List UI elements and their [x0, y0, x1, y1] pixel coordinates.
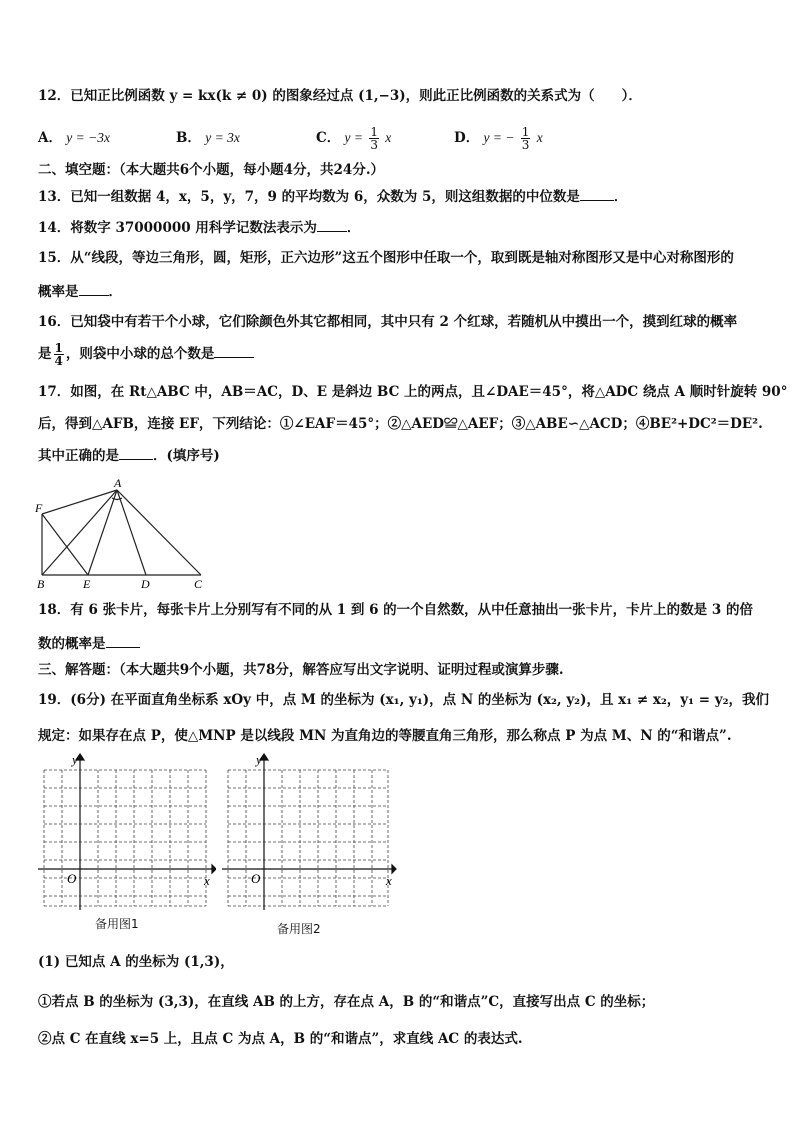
option-d-expr-pre: y = −: [483, 130, 515, 145]
q19-grid-figure-2: [220, 752, 400, 912]
fig2-caption: 备用图2: [277, 922, 321, 936]
q17-line2: 后，得到△AFB，连接 EF，下列结论：①∠EAF＝45°；②△AED≌△AEF；③△ABE∽△ACD；④BE²+DC²＝DE².: [38, 416, 763, 432]
q15-tail: ．: [108, 284, 122, 300]
q12-option-d[interactable]: [454, 126, 543, 151]
q16-answer-blank[interactable]: [214, 343, 254, 358]
q17-line1: 17．如图，在 Rt△ABC 中，AB＝AC，D、E 是斜边 BC 上的两点，且∠DAE＝45°，将△ADC 绕点 A 顺时针旋转 90°: [38, 384, 788, 400]
label-f: F: [35, 501, 43, 515]
label-d: D: [141, 577, 150, 591]
q19-sub1: ①若点 B 的坐标为 (3,3)，在直线 AB 的上方，存在点 A，B 的“和谐点”C，直接写出点 C 的坐标；: [38, 994, 655, 1010]
label-a: A: [114, 476, 122, 490]
y-axis-label: y: [72, 752, 78, 767]
option-c-expr-pre: y =: [344, 130, 364, 145]
q19-line1: 19．(6分) 在平面直角坐标系 xOy 中，点 M 的坐标为 (x₁, y₁)，点 N 的坐标为 (x₂, y₂)，且 x₁ ≠ x₂，y₁ = y₂，我们: [38, 692, 770, 708]
option-c-fraction: [369, 126, 379, 151]
x-axis-arrow-icon: [212, 865, 216, 873]
angle-dae-arc: [112, 498, 122, 500]
q16-text-post: ，则袋中小球的总个数是: [65, 346, 215, 362]
q15-line2: [38, 281, 758, 302]
segment-ae: [88, 490, 117, 575]
option-d-fraction: [521, 126, 531, 151]
q19-sub2: ②点 C 在直线 x=5 上，且点 C 为点 A，B 的“和谐点”，求直线 AC 的表达式.: [38, 1031, 523, 1047]
section-2-heading: 二、填空题：（本大题共6个小题，每小题4分，共24分.）: [38, 162, 385, 178]
q16-line1: 16．已知袋中有若干个小球，它们除颜色外其它都相同，其中只有 2 个红球，若随机从中摸出一个，摸到红球的概率: [38, 314, 738, 330]
q12-option-a[interactable]: [38, 128, 110, 148]
option-c-expr-post: x: [385, 130, 392, 145]
section-3-heading: 三、解答题：（本大题共9个小题，共78分，解答应写出文字说明、证明过程或演算步骤.: [38, 662, 564, 678]
q14-text: 14．将数字 37000000 用科学记数法表示为: [38, 220, 317, 236]
fig1-caption: 备用图1: [95, 917, 139, 931]
x-axis-arrow-icon: [392, 865, 396, 873]
q18-line2: [38, 633, 758, 654]
q17-answer-blank[interactable]: [119, 445, 153, 460]
segment-ab: [42, 490, 117, 575]
fraction-denominator: 3: [521, 138, 530, 152]
fraction-numerator: 1: [370, 125, 378, 139]
label-e: E: [83, 577, 91, 591]
q16-line2: [38, 342, 758, 367]
segment-fe: [42, 514, 88, 575]
q15-line1: 15．从“线段，等边三角形，圆，矩形，正六边形”这五个图形中任取一个，取到既是轴对称图形又是中心对称图形的: [38, 250, 734, 266]
option-b-label: B．: [176, 130, 201, 146]
x-axis-label: x: [204, 873, 210, 888]
fraction-numerator: 1: [54, 341, 63, 355]
q16-text-pre: 是: [38, 346, 52, 362]
option-d-expr-post: x: [536, 130, 543, 145]
segment-ac: [117, 490, 201, 575]
q17-line3: [38, 445, 758, 466]
q15-answer-blank[interactable]: [79, 281, 109, 296]
option-a-expr: y = −3x: [66, 130, 110, 145]
q15-text: 概率是: [38, 284, 79, 300]
q12-stem: 12．已知正比例函数 y = kx(k ≠ 0) 的图象经过点 (1,−3)，则此正比例函数的关系式为（ ）．: [38, 88, 642, 104]
q14: [38, 217, 758, 238]
q12-option-c[interactable]: [316, 126, 391, 151]
q18-text: 数的概率是: [38, 636, 106, 652]
q12-option-b[interactable]: [176, 128, 240, 148]
option-a-label: A．: [38, 130, 62, 146]
q16-fraction: [54, 342, 64, 367]
option-d-label: D．: [454, 130, 480, 146]
q19-grid-figure-1: [36, 752, 216, 912]
q17-tail: ．(填序号): [153, 448, 220, 464]
option-b-expr: y = 3x: [205, 130, 240, 145]
fraction-denominator: 3: [370, 138, 378, 152]
fraction-denominator: 4: [54, 354, 63, 368]
q18-answer-blank[interactable]: [106, 633, 140, 648]
segment-ad: [117, 490, 146, 575]
q19-line2: 规定：如果存在点 P，使△MNP 是以线段 MN 为直角边的等腰直角三角形，那么称点 P 为点 M、N 的“和谐点”.: [38, 728, 732, 744]
y-axis-label: y: [256, 752, 262, 767]
q17-text: 其中正确的是: [38, 448, 119, 464]
label-b: B: [37, 577, 45, 591]
q13: [38, 186, 758, 207]
q18-line1: 18．有 6 张卡片，每张卡片上分别写有不同的从 1 到 6 的一个自然数，从中任意抽出一张卡片，卡片上的数是 3 的倍: [38, 602, 753, 618]
q13-answer-blank[interactable]: [580, 186, 614, 201]
q13-text: 13．已知一组数据 4，x，5，y，7，9 的平均数为 6，众数为 5，则这组数据的中位数是: [38, 189, 580, 205]
q17-triangle-figure: [34, 476, 214, 591]
origin-label: O: [67, 871, 77, 886]
q13-tail: ．: [613, 189, 628, 205]
label-c: C: [194, 577, 203, 591]
x-axis-label: x: [386, 873, 392, 888]
fraction-numerator: 1: [521, 125, 530, 139]
origin-label: O: [251, 871, 261, 886]
q14-answer-blank[interactable]: [317, 217, 347, 232]
q14-tail: ．: [346, 220, 361, 236]
option-c-label: C．: [316, 130, 341, 146]
q19-part1: (1) 已知点 A 的坐标为 (1,3)，: [38, 954, 234, 970]
